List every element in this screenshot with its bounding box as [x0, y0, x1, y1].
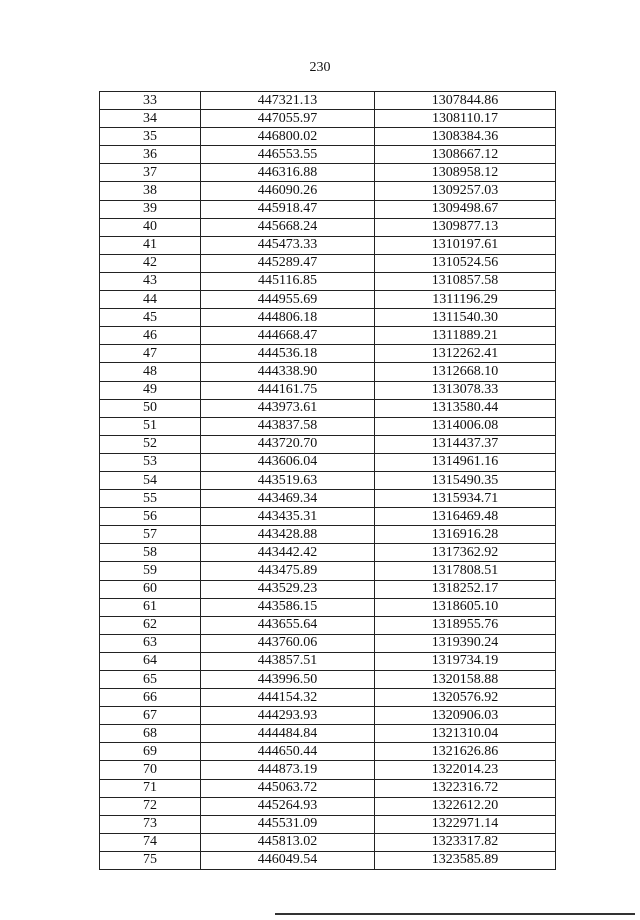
- y-coordinate-cell: 1320158.88: [375, 671, 556, 689]
- y-coordinate-cell: 1312262.41: [375, 345, 556, 363]
- point-number-cell: 46: [100, 327, 201, 345]
- table-row: [100, 110, 556, 128]
- x-coordinate-cell: 444650.44: [201, 743, 375, 761]
- x-coordinate-cell: 444338.90: [201, 363, 375, 381]
- y-coordinate-cell: 1310857.58: [375, 272, 556, 290]
- x-coordinate-cell: 443606.04: [201, 453, 375, 471]
- y-coordinate-cell: 1320906.03: [375, 707, 556, 725]
- x-coordinate-cell: 443529.23: [201, 580, 375, 598]
- point-number-cell: 66: [100, 689, 201, 707]
- y-coordinate-cell: 1320576.92: [375, 689, 556, 707]
- point-number-cell: 33: [100, 92, 201, 110]
- table-row: [100, 381, 556, 399]
- y-coordinate-cell: 1315934.71: [375, 490, 556, 508]
- x-coordinate-cell: 443469.34: [201, 490, 375, 508]
- table-row: [100, 182, 556, 200]
- x-coordinate-cell: 445918.47: [201, 200, 375, 218]
- page-number: 230: [309, 60, 331, 75]
- y-coordinate-cell: 1318252.17: [375, 580, 556, 598]
- x-coordinate-cell: 443519.63: [201, 471, 375, 489]
- table-row: [100, 471, 556, 489]
- x-coordinate-cell: 444955.69: [201, 291, 375, 309]
- x-coordinate-cell: 444154.32: [201, 689, 375, 707]
- y-coordinate-cell: 1322014.23: [375, 761, 556, 779]
- point-number-cell: 40: [100, 218, 201, 236]
- point-number-cell: 70: [100, 761, 201, 779]
- y-coordinate-cell: 1309257.03: [375, 182, 556, 200]
- y-coordinate-cell: 1308384.36: [375, 128, 556, 146]
- point-number-cell: 49: [100, 381, 201, 399]
- table-row: [100, 851, 556, 869]
- table-row: [100, 291, 556, 309]
- x-coordinate-cell: 444873.19: [201, 761, 375, 779]
- point-number-cell: 67: [100, 707, 201, 725]
- x-coordinate-cell: 443442.42: [201, 544, 375, 562]
- table-row: [100, 526, 556, 544]
- y-coordinate-cell: 1322316.72: [375, 779, 556, 797]
- table-row: [100, 164, 556, 182]
- y-coordinate-cell: 1323585.89: [375, 851, 556, 869]
- x-coordinate-cell: 443586.15: [201, 598, 375, 616]
- table-row: [100, 761, 556, 779]
- x-coordinate-cell: 445116.85: [201, 272, 375, 290]
- point-number-cell: 42: [100, 254, 201, 272]
- point-number-cell: 68: [100, 725, 201, 743]
- table-row: [100, 200, 556, 218]
- x-coordinate-cell: 444293.93: [201, 707, 375, 725]
- point-number-cell: 54: [100, 471, 201, 489]
- point-number-cell: 64: [100, 652, 201, 670]
- table-row: [100, 236, 556, 254]
- x-coordinate-cell: 445813.02: [201, 833, 375, 851]
- table-row: [100, 146, 556, 164]
- point-number-cell: 38: [100, 182, 201, 200]
- x-coordinate-cell: 443655.64: [201, 616, 375, 634]
- y-coordinate-cell: 1323317.82: [375, 833, 556, 851]
- table-row: [100, 363, 556, 381]
- y-coordinate-cell: 1317808.51: [375, 562, 556, 580]
- x-coordinate-cell: 446553.55: [201, 146, 375, 164]
- point-number-cell: 51: [100, 417, 201, 435]
- point-number-cell: 75: [100, 851, 201, 869]
- table-row: [100, 833, 556, 851]
- x-coordinate-cell: 445063.72: [201, 779, 375, 797]
- x-coordinate-cell: 447055.97: [201, 110, 375, 128]
- x-coordinate-cell: 445289.47: [201, 254, 375, 272]
- table-row: [100, 345, 556, 363]
- table-row: [100, 435, 556, 453]
- point-number-cell: 43: [100, 272, 201, 290]
- x-coordinate-cell: 443837.58: [201, 417, 375, 435]
- x-coordinate-cell: 443475.89: [201, 562, 375, 580]
- y-coordinate-cell: 1314437.37: [375, 435, 556, 453]
- table-row: [100, 779, 556, 797]
- y-coordinate-cell: 1308667.12: [375, 146, 556, 164]
- point-number-cell: 60: [100, 580, 201, 598]
- y-coordinate-cell: 1321626.86: [375, 743, 556, 761]
- table-row: [100, 562, 556, 580]
- point-number-cell: 41: [100, 236, 201, 254]
- y-coordinate-cell: 1322971.14: [375, 815, 556, 833]
- x-coordinate-cell: 444806.18: [201, 309, 375, 327]
- point-number-cell: 62: [100, 616, 201, 634]
- x-coordinate-cell: 445473.33: [201, 236, 375, 254]
- y-coordinate-cell: 1308958.12: [375, 164, 556, 182]
- table-row: [100, 218, 556, 236]
- y-coordinate-cell: 1316469.48: [375, 508, 556, 526]
- table-row: [100, 671, 556, 689]
- point-number-cell: 36: [100, 146, 201, 164]
- point-number-cell: 50: [100, 399, 201, 417]
- y-coordinate-cell: 1315490.35: [375, 471, 556, 489]
- table-row: [100, 309, 556, 327]
- point-number-cell: 34: [100, 110, 201, 128]
- x-coordinate-cell: 444668.47: [201, 327, 375, 345]
- table-row: [100, 508, 556, 526]
- y-coordinate-cell: 1310524.56: [375, 254, 556, 272]
- table-row: [100, 707, 556, 725]
- x-coordinate-cell: 443996.50: [201, 671, 375, 689]
- y-coordinate-cell: 1313580.44: [375, 399, 556, 417]
- x-coordinate-cell: 446316.88: [201, 164, 375, 182]
- y-coordinate-cell: 1321310.04: [375, 725, 556, 743]
- point-number-cell: 55: [100, 490, 201, 508]
- y-coordinate-cell: 1312668.10: [375, 363, 556, 381]
- y-coordinate-cell: 1318605.10: [375, 598, 556, 616]
- point-number-cell: 59: [100, 562, 201, 580]
- table-row: [100, 490, 556, 508]
- x-coordinate-cell: 446090.26: [201, 182, 375, 200]
- y-coordinate-cell: 1313078.33: [375, 381, 556, 399]
- table-row: [100, 544, 556, 562]
- point-number-cell: 58: [100, 544, 201, 562]
- y-coordinate-cell: 1311540.30: [375, 309, 556, 327]
- point-number-cell: 65: [100, 671, 201, 689]
- table-row: [100, 327, 556, 345]
- point-number-cell: 35: [100, 128, 201, 146]
- table-row: [100, 616, 556, 634]
- point-number-cell: 45: [100, 309, 201, 327]
- table-row: [100, 797, 556, 815]
- x-coordinate-cell: 443857.51: [201, 652, 375, 670]
- y-coordinate-cell: 1314006.08: [375, 417, 556, 435]
- x-coordinate-cell: 446049.54: [201, 851, 375, 869]
- table-row: [100, 272, 556, 290]
- y-coordinate-cell: 1309877.13: [375, 218, 556, 236]
- x-coordinate-cell: 447321.13: [201, 92, 375, 110]
- bottom-edge-line: [275, 913, 635, 915]
- y-coordinate-cell: 1307844.86: [375, 92, 556, 110]
- table-row: [100, 815, 556, 833]
- y-coordinate-cell: 1308110.17: [375, 110, 556, 128]
- y-coordinate-cell: 1319390.24: [375, 634, 556, 652]
- table-row: [100, 689, 556, 707]
- y-coordinate-cell: 1322612.20: [375, 797, 556, 815]
- x-coordinate-cell: 445668.24: [201, 218, 375, 236]
- point-number-cell: 37: [100, 164, 201, 182]
- x-coordinate-cell: 443435.31: [201, 508, 375, 526]
- y-coordinate-cell: 1316916.28: [375, 526, 556, 544]
- y-coordinate-cell: 1319734.19: [375, 652, 556, 670]
- table-row: [100, 598, 556, 616]
- y-coordinate-cell: 1309498.67: [375, 200, 556, 218]
- table-row: [100, 399, 556, 417]
- table-row: [100, 254, 556, 272]
- coordinates-table: [99, 91, 556, 870]
- x-coordinate-cell: 443720.70: [201, 435, 375, 453]
- x-coordinate-cell: 444484.84: [201, 725, 375, 743]
- x-coordinate-cell: 446800.02: [201, 128, 375, 146]
- point-number-cell: 63: [100, 634, 201, 652]
- y-coordinate-cell: 1317362.92: [375, 544, 556, 562]
- table-row: [100, 92, 556, 110]
- y-coordinate-cell: 1311196.29: [375, 291, 556, 309]
- point-number-cell: 61: [100, 598, 201, 616]
- x-coordinate-cell: 443760.06: [201, 634, 375, 652]
- x-coordinate-cell: 443428.88: [201, 526, 375, 544]
- table-row: [100, 725, 556, 743]
- table-row: [100, 453, 556, 471]
- x-coordinate-cell: 445531.09: [201, 815, 375, 833]
- point-number-cell: 73: [100, 815, 201, 833]
- table-row: [100, 417, 556, 435]
- point-number-cell: 39: [100, 200, 201, 218]
- point-number-cell: 71: [100, 779, 201, 797]
- table-row: [100, 580, 556, 598]
- point-number-cell: 52: [100, 435, 201, 453]
- table-row: [100, 634, 556, 652]
- x-coordinate-cell: 444161.75: [201, 381, 375, 399]
- point-number-cell: 74: [100, 833, 201, 851]
- point-number-cell: 57: [100, 526, 201, 544]
- point-number-cell: 53: [100, 453, 201, 471]
- x-coordinate-cell: 444536.18: [201, 345, 375, 363]
- table-row: [100, 652, 556, 670]
- coordinates-table-body: [100, 92, 556, 870]
- x-coordinate-cell: 443973.61: [201, 399, 375, 417]
- x-coordinate-cell: 445264.93: [201, 797, 375, 815]
- point-number-cell: 48: [100, 363, 201, 381]
- table-row: [100, 743, 556, 761]
- y-coordinate-cell: 1311889.21: [375, 327, 556, 345]
- point-number-cell: 44: [100, 291, 201, 309]
- y-coordinate-cell: 1310197.61: [375, 236, 556, 254]
- table-row: [100, 128, 556, 146]
- point-number-cell: 72: [100, 797, 201, 815]
- y-coordinate-cell: 1318955.76: [375, 616, 556, 634]
- point-number-cell: 69: [100, 743, 201, 761]
- point-number-cell: 56: [100, 508, 201, 526]
- point-number-cell: 47: [100, 345, 201, 363]
- y-coordinate-cell: 1314961.16: [375, 453, 556, 471]
